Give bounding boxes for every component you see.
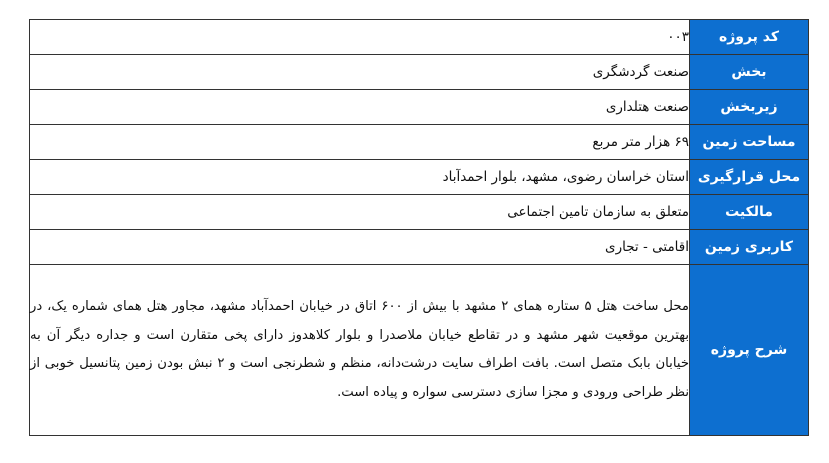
row-land-area <box>30 125 809 160</box>
row-ownership <box>30 195 809 230</box>
row-land-use <box>30 230 809 265</box>
subsector-value: صنعت هتلداری <box>30 90 690 125</box>
row-sector <box>30 55 809 90</box>
project-info-table <box>29 19 809 436</box>
sector-label: بخش <box>690 55 809 90</box>
description-text: محل ساخت هتل ۵ ستاره همای ۲ مشهد با بیش از ۶۰۰ اتاق در خیابان احمدآباد مشهد، مجاور هتل همای شماره یک، در بهترین موقعیت شهر مشهد و در تقاطع خیابان ملاصدرا و بلوار کلاهدوز دارای پخی متقارن است و جداره دیگر آن به خیابان بابک متصل است. بافت اطراف سایت درشت‌دانه، منظم و شطرنجی است و ۲ نبش بودن زمین پتانسیل خوبی از نظر طراحی ورودی و مجزا سازی دسترسی سواره و پیاده است. <box>30 265 690 436</box>
land-use-label: کاربری زمین <box>690 230 809 265</box>
row-subsector <box>30 90 809 125</box>
project-code-value: ۰۰۳ <box>30 20 690 55</box>
land-area-value: ۶۹ هزار متر مربع <box>30 125 690 160</box>
location-value: استان خراسان رضوی، مشهد، بلوار احمدآباد <box>30 160 690 195</box>
project-sheet <box>29 19 809 436</box>
row-project-code <box>30 20 809 55</box>
ownership-value: متعلق به سازمان تامین اجتماعی <box>30 195 690 230</box>
project-code-label: کد پروژه <box>690 20 809 55</box>
land-use-value: اقامتی - تجاری <box>30 230 690 265</box>
location-label: محل قرارگیری <box>690 160 809 195</box>
description-label: شرح پروژه <box>690 265 809 436</box>
row-description <box>30 265 809 436</box>
land-area-label: مساحت زمین <box>690 125 809 160</box>
row-location <box>30 160 809 195</box>
subsector-label: زیربخش <box>690 90 809 125</box>
ownership-label: مالکیت <box>690 195 809 230</box>
sector-value: صنعت گردشگری <box>30 55 690 90</box>
